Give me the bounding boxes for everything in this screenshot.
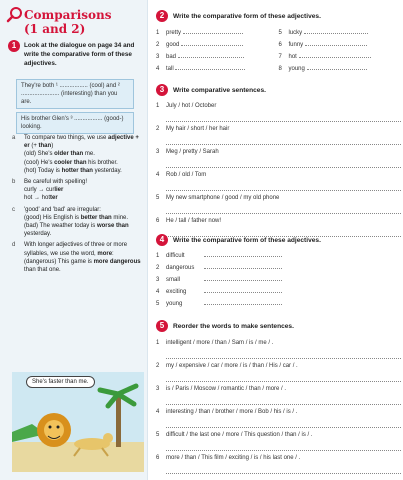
answer-item[interactable]: 3 small xyxy=(156,274,401,286)
title-line1: Comparisons xyxy=(24,8,112,22)
grammar-sidebar xyxy=(0,0,148,480)
exercise-3 xyxy=(156,84,401,238)
exercise-number: 2 xyxy=(156,10,168,22)
answer-item[interactable]: 4 tall xyxy=(156,63,279,75)
exercises-column xyxy=(156,0,401,480)
answer-line[interactable] xyxy=(166,372,401,382)
sentence-prompt: 1 July / hot / October xyxy=(156,102,217,109)
dialogue-box xyxy=(16,79,134,137)
dialogue-line: His brother Glen's ³ ................. (good-) looking. xyxy=(16,112,134,134)
sentence-prompt: 3 Meg / pretty / Sarah xyxy=(156,148,219,155)
answer-line[interactable] xyxy=(166,349,401,359)
sentence-prompt: 4 Rob / old / Tom xyxy=(156,171,207,178)
exercise-heading: Reorder the words to make sentences. xyxy=(173,322,294,330)
magnifier-icon xyxy=(6,6,24,24)
exercise-5 xyxy=(156,320,401,475)
answer-line[interactable] xyxy=(166,112,401,122)
answer-item[interactable]: 4 exciting xyxy=(156,286,401,298)
exercise-4 xyxy=(156,234,401,310)
exercise-2 xyxy=(156,10,401,75)
sentence-prompt: 2 My hair / short / her hair xyxy=(156,125,230,132)
reorder-prompt: 5 difficult / the last one / more / This question / than / is / . xyxy=(156,431,313,438)
answer-item[interactable]: 5 lucky xyxy=(279,27,402,39)
answer-line[interactable] xyxy=(166,418,401,428)
answer-line[interactable] xyxy=(166,158,401,168)
answer-item[interactable]: 6 funny xyxy=(279,39,402,51)
answer-item[interactable]: 2 dangerous xyxy=(156,262,401,274)
exercise-heading: Write comparative sentences. xyxy=(173,86,266,94)
answer-line[interactable] xyxy=(166,181,401,191)
answer-line[interactable] xyxy=(166,204,401,214)
answer-item[interactable]: 1 pretty xyxy=(156,27,279,39)
exercise-number: 1 xyxy=(8,40,20,52)
grammar-rules xyxy=(8,134,146,277)
answer-item[interactable]: 7 hot xyxy=(279,51,402,63)
answer-item[interactable]: 1 difficult xyxy=(156,250,401,262)
reorder-prompt: 3 is / Paris / Moscow / romantic / than / more / . xyxy=(156,385,287,392)
exercise-heading: Write the comparative form of these adjectives. xyxy=(173,12,321,20)
sentence-prompt: 6 He / tall / father now! xyxy=(156,217,222,224)
rule-c: c 'good' and 'bad' are irregular: (good) His English is better than mine. (bad) The weather today is worse than yesterday. xyxy=(12,206,129,238)
answer-item[interactable]: 3 bad xyxy=(156,51,279,63)
page-title xyxy=(24,8,112,36)
reorder-prompt: 2 my / expensive / car / more / is / than / His / car / . xyxy=(156,362,298,369)
answer-item[interactable]: 8 young xyxy=(279,63,402,75)
dialogue-line: They're both ¹ ................. (cool) and ² ....................... (interesting) than you are. xyxy=(16,79,134,109)
exercise-instruction: Look at the dialogue on page 34 and write the comparative form of these adjectives. xyxy=(24,42,135,67)
rule-d: d With longer adjectives of three or more syllables, we use the word, more: (dangerous) This game is more dangerous than that one. xyxy=(12,242,141,274)
title-line2: (1 and 2) xyxy=(24,22,86,36)
cartoon-illustration xyxy=(12,372,144,472)
answer-item[interactable]: 5 young xyxy=(156,298,401,310)
reorder-prompt: 4 interesting / than / brother / more / Bob / his / is / . xyxy=(156,408,298,415)
answer-item[interactable]: 2 good xyxy=(156,39,279,51)
answer-line[interactable] xyxy=(166,464,401,474)
speech-bubble: She's faster than me. xyxy=(26,376,95,388)
exercise-heading: Write the comparative form of these adjectives. xyxy=(173,236,321,244)
reorder-prompt: 1 intelligent / more / than / Sam / is / me / . xyxy=(156,339,274,346)
rule-b: b Be careful with spelling! curly → curlier hot → hotter xyxy=(12,179,88,202)
exercise-number: 5 xyxy=(156,320,168,332)
answer-line[interactable] xyxy=(166,135,401,145)
exercise-number: 4 xyxy=(156,234,168,246)
answer-line[interactable] xyxy=(166,395,401,405)
sentence-prompt: 5 My new smartphone / good / my old phone xyxy=(156,194,280,201)
exercise-number: 3 xyxy=(156,84,168,96)
answer-line[interactable] xyxy=(166,441,401,451)
reorder-prompt: 6 more / than / This film / exciting / is / his last one / . xyxy=(156,454,301,461)
rule-a: a To compare two things, we use adjective + er (+ than) (old) She's older than me. (cool) He's cooler than his brother. (hot) Today is hotter than yesterday. xyxy=(12,135,139,174)
